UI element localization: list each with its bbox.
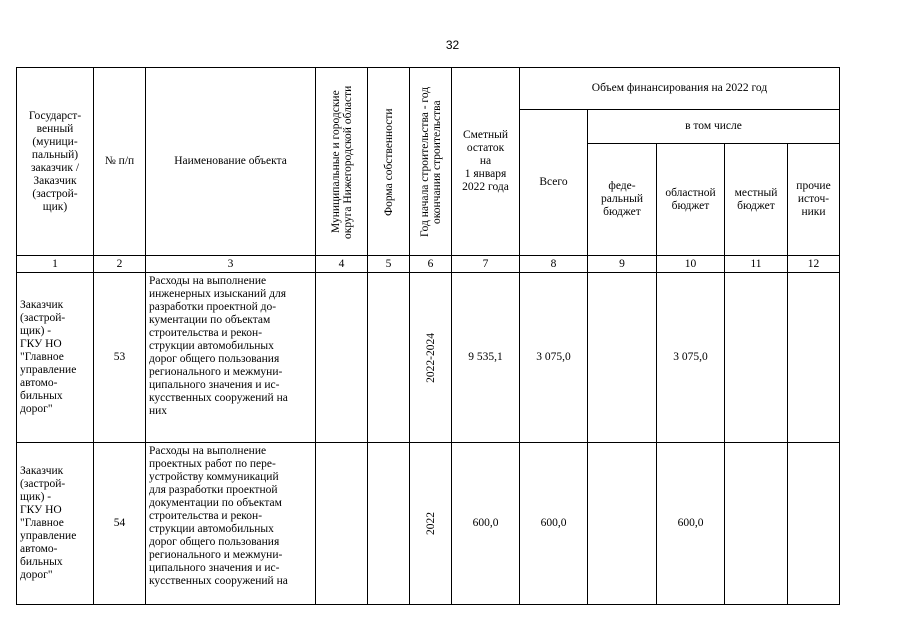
cell-estimated: 600,0 bbox=[452, 443, 520, 605]
cell-local bbox=[725, 273, 788, 443]
financing-table bbox=[16, 67, 840, 605]
column-number: 3 bbox=[146, 256, 316, 273]
cell-customer: Заказчик (застрой- щик) - ГКУ НО "Главное управление автомо- бильных дорог" bbox=[17, 273, 94, 443]
cell-federal bbox=[588, 273, 657, 443]
cell-ownership bbox=[368, 273, 410, 443]
cell-estimated: 9 535,1 bbox=[452, 273, 520, 443]
header-federal: феде- ральный бюджет bbox=[588, 144, 657, 256]
column-number: 6 bbox=[410, 256, 452, 273]
column-numbers-row bbox=[17, 256, 840, 273]
column-number: 4 bbox=[316, 256, 368, 273]
cell-other bbox=[788, 443, 840, 605]
header-regional: областной бюджет bbox=[657, 144, 725, 256]
cell-municipal bbox=[316, 443, 368, 605]
header-municipal: Муниципальные и городские округа Нижегородской области bbox=[316, 68, 368, 256]
column-number: 11 bbox=[725, 256, 788, 273]
cell-object-name: Расходы на выполнение проектных работ по пере- устройству коммуникаций для разработки проектной документации по объектам строительства и рекон- струкции автомобильных дорог общего пользования регионального и межмуни- ципального значения и ис- кусственных сооружений на bbox=[146, 443, 316, 605]
table-row bbox=[17, 443, 840, 605]
header-num: № п/п bbox=[94, 68, 146, 256]
column-number: 7 bbox=[452, 256, 520, 273]
cell-years: 2022-2024 bbox=[410, 273, 452, 443]
column-number: 1 bbox=[17, 256, 94, 273]
cell-num: 54 bbox=[94, 443, 146, 605]
cell-years: 2022 bbox=[410, 443, 452, 605]
cell-federal bbox=[588, 443, 657, 605]
cell-regional: 3 075,0 bbox=[657, 273, 725, 443]
cell-object-name: Расходы на выполнение инженерных изысканий для разработки проектной до- кументации по объектам строительства и рекон- струкции автомобильных дорог общего пользования регионального и межмуни- ципального значения и ис- кусственных сооружений на них bbox=[146, 273, 316, 443]
header-ownership: Форма собственности bbox=[368, 68, 410, 256]
header-total: Всего bbox=[520, 110, 588, 256]
cell-customer: Заказчик (застрой- щик) - ГКУ НО "Главное управление автомо- бильных дорог" bbox=[17, 443, 94, 605]
cell-local bbox=[725, 443, 788, 605]
column-number: 5 bbox=[368, 256, 410, 273]
page-number: 32 bbox=[445, 38, 460, 52]
cell-municipal bbox=[316, 273, 368, 443]
cell-ownership bbox=[368, 443, 410, 605]
header-customer: Государст- венный (муници- пальный) заказчик / Заказчик (застрой- щик) bbox=[17, 68, 94, 256]
header-local: местный бюджет bbox=[725, 144, 788, 256]
cell-other bbox=[788, 273, 840, 443]
header-financing: Объем финансирования на 2022 год bbox=[520, 68, 840, 110]
cell-regional: 600,0 bbox=[657, 443, 725, 605]
table-row bbox=[17, 273, 840, 443]
cell-total: 3 075,0 bbox=[520, 273, 588, 443]
header-years: Год начала строительства - год окончания строительства bbox=[410, 68, 452, 256]
header-estimated: Сметный остаток на 1 января 2022 года bbox=[452, 68, 520, 256]
column-number: 9 bbox=[588, 256, 657, 273]
cell-total: 600,0 bbox=[520, 443, 588, 605]
column-number: 2 bbox=[94, 256, 146, 273]
cell-num: 53 bbox=[94, 273, 146, 443]
column-number: 12 bbox=[788, 256, 840, 273]
header-object-name: Наименование объекта bbox=[146, 68, 316, 256]
column-number: 10 bbox=[657, 256, 725, 273]
column-number: 8 bbox=[520, 256, 588, 273]
header-including: в том числе bbox=[588, 110, 840, 144]
header-other: прочие источ- ники bbox=[788, 144, 840, 256]
